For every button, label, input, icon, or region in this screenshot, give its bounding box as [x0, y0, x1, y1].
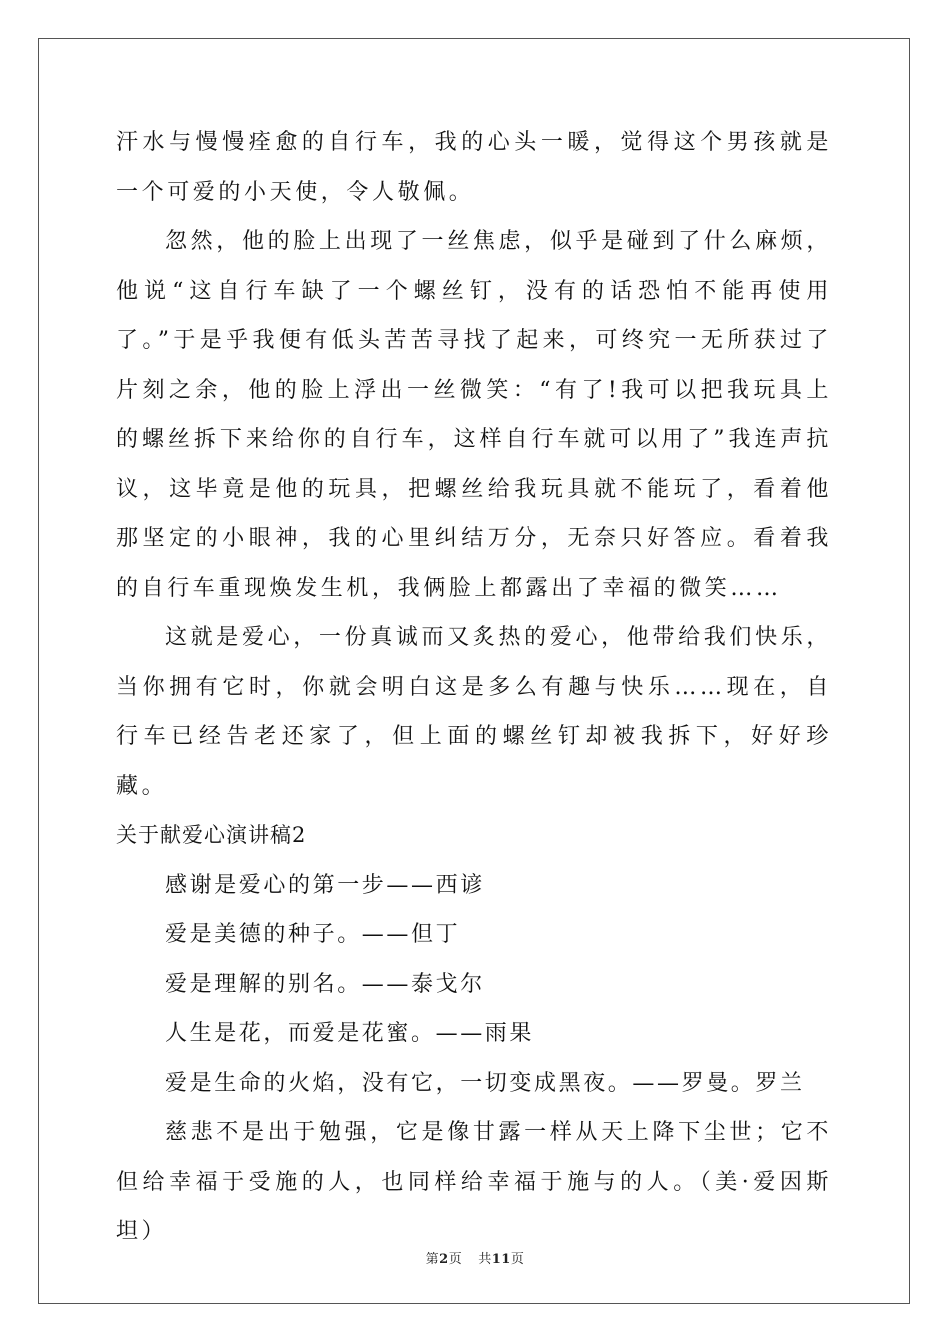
paragraph-continuation: 汗水与慢慢痊愈的自行车，我的心头一暖，觉得这个男孩就是一个可爱的小天使，令人敬佩。: [116, 130, 832, 205]
total-pages-number: 11: [491, 1252, 511, 1267]
paragraph-conclusion: 这就是爱心，一份真诚而又炙热的爱心，他带给我们快乐，当你拥有它时，你就会明白这是多么有趣与快乐……现在，自行车已经告老还家了，但上面的螺丝钉却被我拆下，好好珍藏。: [116, 625, 832, 799]
section-title: 关于献爱心演讲稿2: [116, 823, 307, 847]
paragraph-einstein-quote: 慈悲不是出于勉强，它是像甘露一样从天上降下尘世；它不但给幸福于受施的人，也同样给幸福于施与的人。（美·爱因斯坦）: [116, 1120, 832, 1244]
paragraph-screw-story: 忽然，他的脸上出现了一丝焦虑，似乎是碰到了什么麻烦，他说“这自行车缺了一个螺丝钉，没有的话恐怕不能再使用了。”于是乎我便有低头苦苦寻找了起来，可终究一无所获过了片刻之余，他的脸上浮出一丝微笑：“有了!我可以把我玩具上的螺丝拆下来给你的自行车，这样自行车就可以用了”我连声抗议，这毕竟是他的玩具，把螺丝给我玩具就不能玩了，看着他那坚定的小眼神，我的心里纠结万分，无奈只好答应。看着我的自行车重现焕发生机，我俩脸上都露出了幸福的微笑……: [116, 229, 832, 601]
document-body: [116, 118, 832, 1257]
page-prefix: 第: [425, 1252, 440, 1267]
page-footer: [0, 1248, 950, 1267]
page-suffix: 页: [448, 1252, 463, 1267]
total-suffix: 页: [510, 1252, 525, 1267]
quote-line: 感谢是爱心的第一步——西谚: [165, 872, 485, 898]
quote-line: 爱是美德的种子。——但丁: [165, 922, 461, 947]
total-prefix: 共: [478, 1252, 492, 1267]
current-page-number: 2: [439, 1252, 449, 1267]
quote-line: 爱是生命的火焰，没有它，一切变成黑夜。——罗曼。罗兰: [165, 1070, 805, 1096]
quote-line: 人生是花，而爱是花蜜。——雨果: [165, 1021, 535, 1046]
quote-line: 爱是理解的别名。——泰戈尔: [165, 971, 485, 997]
